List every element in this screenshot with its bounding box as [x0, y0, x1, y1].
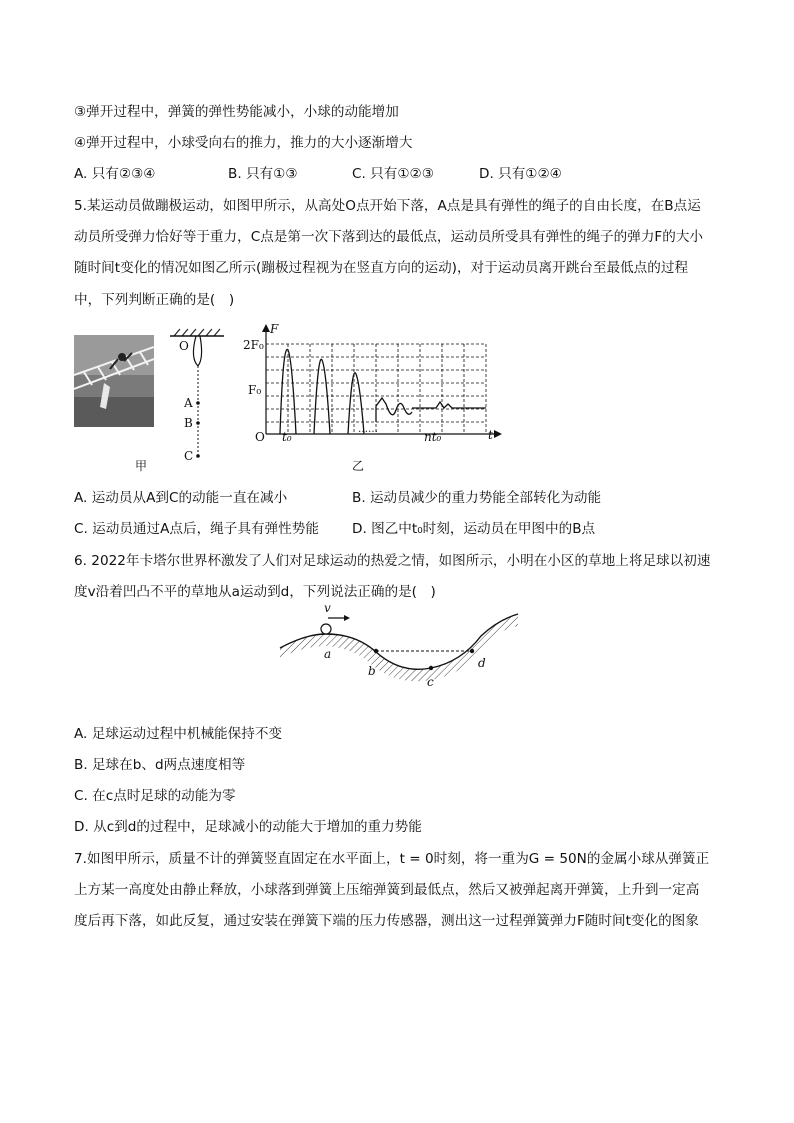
- q6-option-a: A. 足球运动过程中机械能保持不变: [74, 726, 283, 742]
- statement-3: ③弹开过程中，弹簧的弹性势能减小，小球的动能增加: [74, 104, 399, 120]
- point-c-label: c: [427, 675, 434, 689]
- q5-stem-line3: 随时间t变化的情况如图乙所示(蹦极过程视为在竖直方向的运动)，对于运动员离开跳台至最低点的过程: [74, 260, 689, 276]
- figure-jia-caption: 甲: [135, 459, 148, 473]
- q7-stem-line2: 上方某一高度处由静止释放，小球落到弹簧上压缩弹簧到最低点，然后又被弹起离开弹簧，上升到一定高: [74, 882, 700, 898]
- q6-stem-line1: 6. 2022年卡塔尔世界杯激发了人们对足球运动的热爱之情，如图所示，小明在小区的草地上将足球以初速: [74, 553, 711, 569]
- q5-option-c: C. 运动员通过A点后，绳子具有弹性势能: [74, 521, 319, 537]
- label-c: C: [184, 449, 194, 463]
- q6-option-b: B. 足球在b、d两点速度相等: [74, 757, 246, 773]
- q7-stem-line1: 7.如图甲所示，质量不计的弹簧竖直固定在水平面上，t = 0时刻，将一重为G = 50N的金属小球从弹簧正: [74, 851, 710, 867]
- q4-option-a: A. 只有②③④: [74, 166, 156, 182]
- velocity-label: v: [324, 601, 331, 615]
- terrain-figure: [276, 604, 522, 690]
- point-a-label: a: [324, 647, 332, 661]
- label-b: B: [184, 416, 193, 430]
- q5-stem-line2: 动员所受弹力恰好等于重力，C点是第一次下落到达的最低点，运动员所受具有弹性的绳子的弹力F的大小: [74, 229, 704, 245]
- q5-option-d: D. 图乙中t₀时刻，运动员在甲图中的B点: [352, 521, 596, 537]
- point-b-label: b: [368, 664, 376, 678]
- graph-tick-t0: t₀: [282, 430, 292, 444]
- q5-option-a: A. 运动员从A到C的动能一直在减小: [74, 490, 288, 506]
- figure-yi-caption: 乙: [352, 459, 365, 473]
- graph-x-axis-label: t: [488, 428, 493, 442]
- graph-tick-f0: F₀: [248, 383, 262, 397]
- q4-option-b: B. 只有①③: [228, 166, 298, 182]
- q5-stem-line1: 5.某运动员做蹦极运动，如图甲所示，从高处O点开始下落，A点是具有弹性的绳子的自由长度，在B点运: [74, 198, 701, 214]
- q7-stem-line3: 度后再下落，如此反复，通过安装在弹簧下端的压力传感器，测出这一过程弹簧弹力F随时间t变化的图象: [74, 913, 699, 929]
- q5-option-b: B. 运动员减少的重力势能全部转化为动能: [352, 490, 602, 506]
- q6-stem-line2: 度v沿着凹凸不平的草地从a运动到d，下列说法正确的是( ): [74, 584, 436, 600]
- bungee-photo: [74, 335, 154, 427]
- point-d-label: d: [478, 656, 486, 670]
- label-a: A: [184, 396, 193, 410]
- graph-origin: O: [255, 430, 265, 444]
- q5-stem-line4: 中，下列判断正确的是( ): [74, 292, 235, 308]
- statement-4: ④弹开过程中，小球受向右的推力，推力的大小逐渐增大: [74, 135, 413, 151]
- bungee-schematic: [168, 328, 228, 468]
- q4-option-c: C. 只有①②③: [352, 166, 434, 182]
- q6-option-d: D. 从c到d的过程中，足球减小的动能大于增加的重力势能: [74, 819, 422, 835]
- q4-option-d: D. 只有①②④: [479, 166, 562, 182]
- graph-tick-2f0: 2F₀: [243, 338, 264, 352]
- label-o: O: [179, 339, 189, 353]
- graph-tick-nt0: nt₀: [424, 430, 442, 444]
- graph-y-axis-label: F: [270, 322, 279, 336]
- q6-option-c: C. 在c点时足球的动能为零: [74, 788, 236, 804]
- graph-ellipsis: ……: [358, 424, 378, 435]
